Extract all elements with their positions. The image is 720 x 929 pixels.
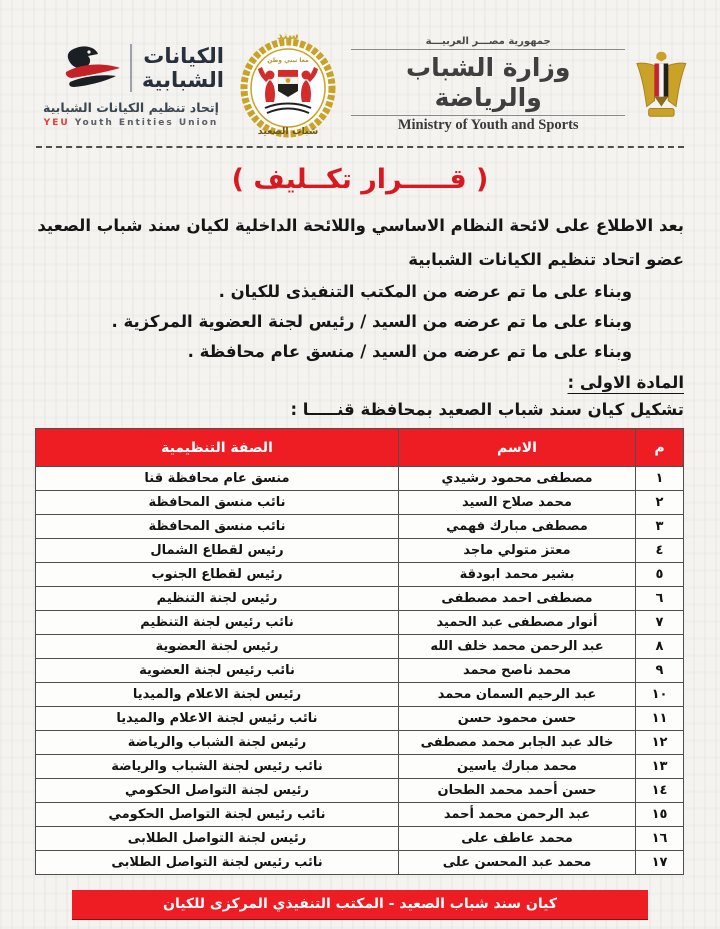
role-cell: رئيس لجنة التنظيم [36, 587, 399, 611]
table-row [36, 851, 684, 875]
name-cell: محمد ناصح محمد [399, 659, 636, 683]
name-cell: مصطفى مبارك فهمي [399, 515, 636, 539]
roster-table-body [36, 467, 684, 875]
name-cell: محمد عاطف على [399, 827, 636, 851]
role-cell: رئيس لجنة التواصل الحكومي [36, 779, 399, 803]
role-cell: نائب رئيس لجنة الاعلام والميديا [36, 707, 399, 731]
yeu-title-line2: الشبابية [141, 68, 224, 92]
index-cell: ١٧ [636, 851, 684, 875]
sanad-emblem [224, 28, 351, 142]
name-cell: بشير محمد ابودقة [399, 563, 636, 587]
table-row [36, 539, 684, 563]
falcon-eagle-icon [62, 42, 124, 94]
name-cell: عبد الرحيم السمان محمد [399, 683, 636, 707]
role-cell: نائب رئيس لجنة العضوية [36, 659, 399, 683]
index-cell: ٣ [636, 515, 684, 539]
index-cell: ٥ [636, 563, 684, 587]
ministry-logo [351, 36, 690, 134]
name-cell: أنوار مصطفى عبد الحميد [399, 611, 636, 635]
yeu-subtitle: إتحاد تنظيم الكيانات الشبابية [43, 100, 219, 115]
table-row [36, 779, 684, 803]
role-cell: رئيس لجنة الشباب والرياضة [36, 731, 399, 755]
role-cell: نائب رئيس لجنة التواصل الحكومي [36, 803, 399, 827]
name-cell: محمد مبارك ياسين [399, 755, 636, 779]
table-row [36, 563, 684, 587]
table-row [36, 755, 684, 779]
yeu-title [130, 44, 224, 92]
article-one-heading: المادة الاولى : [567, 373, 684, 392]
ministry-country-line: جمهورية مصـــر العربيـــة [351, 36, 625, 50]
role-cell: منسق عام محافظة قنا [36, 467, 399, 491]
yeu-title-line1: الكيانات [143, 44, 224, 68]
role-cell: رئيس لقطاع الشمال [36, 539, 399, 563]
name-cell: حسن محمود حسن [399, 707, 636, 731]
table-row [36, 827, 684, 851]
name-column-header: الاسم [399, 429, 636, 467]
name-cell: عبد الرحمن محمد خلف الله [399, 635, 636, 659]
name-cell: عبد الرحمن محمد أحمد [399, 803, 636, 827]
name-cell: مصطفى محمود رشيدي [399, 467, 636, 491]
article-one-text: تشكيل كيان سند شباب الصعيد بمحافظة قنـــــا : [290, 400, 684, 419]
name-cell: محمد صلاح السيد [399, 491, 636, 515]
document-body [0, 164, 720, 919]
ministry-name-line: وزارة الشباب والرياضة [405, 53, 571, 112]
name-cell: محمد عبد المحسن على [399, 851, 636, 875]
name-cell: مصطفى احمد مصطفى [399, 587, 636, 611]
yeu-acronym: YEU [43, 118, 70, 128]
role-cell: نائب رئيس لجنة التواصل الطلابى [36, 851, 399, 875]
name-cell: حسن أحمد محمد الطحان [399, 779, 636, 803]
decision-title: ( قـــــرار تكــليف ) [231, 164, 489, 195]
index-column-header: م [636, 429, 684, 467]
emblem-bottom-text: شباب الصعيد [257, 126, 318, 137]
egypt-eagle-icon [633, 49, 690, 121]
yeu-english-text: Youth Entities Union [74, 118, 219, 128]
index-cell: ٢ [636, 491, 684, 515]
ministry-english-line: Ministry of Youth and Sports [351, 115, 625, 134]
role-column-header: الصفة التنظيمية [36, 429, 399, 467]
index-cell: ٤ [636, 539, 684, 563]
role-cell: رئيس لقطاع الجنوب [36, 563, 399, 587]
name-cell: خالد عبد الجابر محمد مصطفى [399, 731, 636, 755]
role-cell: رئيس لجنة الاعلام والميديا [36, 683, 399, 707]
table-row [36, 683, 684, 707]
table-row [36, 635, 684, 659]
role-cell: نائب منسق المحافظة [36, 491, 399, 515]
index-cell: ١٣ [636, 755, 684, 779]
name-cell: معتز متولي ماجد [399, 539, 636, 563]
index-cell: ٦ [636, 587, 684, 611]
role-cell: نائب رئيس لجنة التنظيم [36, 611, 399, 635]
emblem-motto-text: معا نبني وطن [266, 57, 309, 64]
roster-table [35, 428, 684, 875]
index-cell: ٩ [636, 659, 684, 683]
preamble-line: وبناء على ما تم عرضه من السيد / رئيس لجنة العضوية المركزية . [111, 312, 632, 331]
role-cell: نائب منسق المحافظة [36, 515, 399, 539]
table-row [36, 659, 684, 683]
header [0, 0, 720, 140]
index-cell: ١٥ [636, 803, 684, 827]
table-row [36, 803, 684, 827]
yeu-english-caption [38, 118, 224, 128]
preamble-line: وبناء على ما تم عرضه من المكتب التنفيذى للكيان . [218, 282, 632, 301]
sanad-emblem-icon [229, 28, 347, 138]
index-cell: ٧ [636, 611, 684, 635]
role-cell: رئيس لجنة التواصل الطلابى [36, 827, 399, 851]
index-cell: ١١ [636, 707, 684, 731]
roster-table-header [36, 429, 684, 467]
role-cell: نائب رئيس لجنة الشباب والرياضة [36, 755, 399, 779]
table-row [36, 587, 684, 611]
index-cell: ١٤ [636, 779, 684, 803]
emblem-top-text: سند [276, 29, 299, 42]
index-cell: ١٦ [636, 827, 684, 851]
role-cell: رئيس لجنة العضوية [36, 635, 399, 659]
table-row [36, 611, 684, 635]
yeu-logo [38, 42, 224, 128]
table-row [36, 515, 684, 539]
footer-banner: كيان سند شباب الصعيد - المكتب التنفيذي المركزى للكيان [72, 890, 648, 919]
preamble-line: وبناء على ما تم عرضه من السيد / منسق عام محافظة . [187, 342, 632, 361]
index-cell: ١٢ [636, 731, 684, 755]
table-row [36, 707, 684, 731]
index-cell: ٨ [636, 635, 684, 659]
preamble-line: بعد الاطلاع على لائحة النظام الاساسي واللائحة الداخلية لكيان سند شباب الصعيد عضو اتحاد تنظيم الكيانات الشبابية [37, 216, 684, 269]
index-cell: ١ [636, 467, 684, 491]
table-row [36, 491, 684, 515]
dashed-separator [36, 146, 684, 148]
index-cell: ١٠ [636, 683, 684, 707]
table-row [36, 467, 684, 491]
table-row [36, 731, 684, 755]
